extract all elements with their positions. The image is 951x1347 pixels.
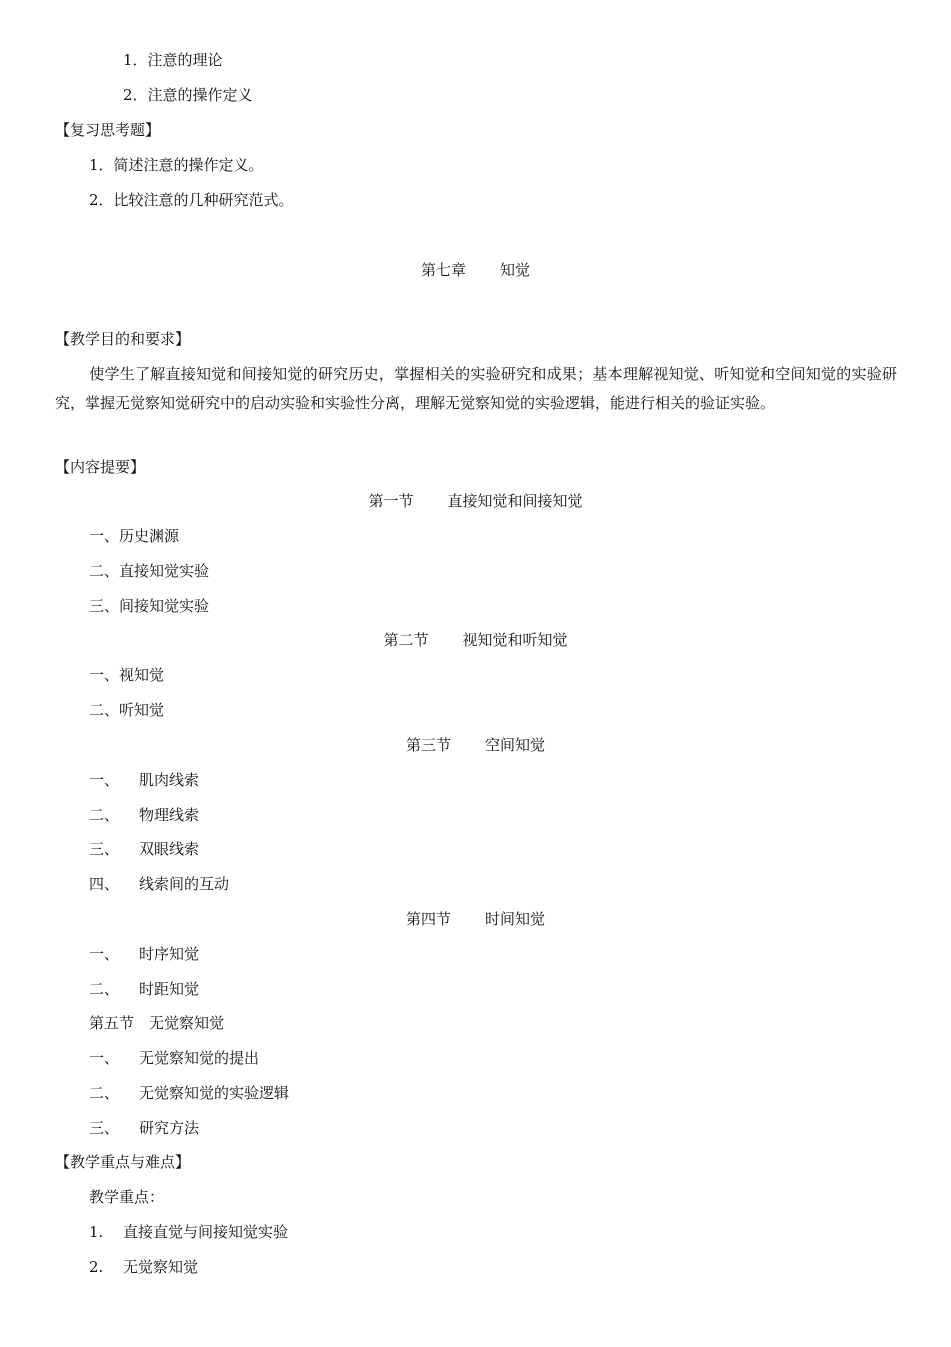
list-item: 一、 肌肉线索 (89, 771, 200, 789)
list-item: 三、间接知觉实验 (89, 597, 210, 615)
list-item: 2．注意的操作定义 (123, 86, 253, 104)
section-title: 第五节 无觉察知觉 (89, 1014, 225, 1032)
list-item: 二、 无觉察知觉的实验逻辑 (89, 1084, 290, 1102)
objectives-paragraph (55, 360, 897, 418)
list-item: 二、听知觉 (89, 701, 165, 719)
section-title: 第四节 时间知觉 (405, 910, 546, 928)
section-title: 第三节 空间知觉 (405, 736, 546, 754)
list-item: 1．注意的理论 (123, 51, 223, 69)
chapter-title (0, 260, 951, 280)
list-item: 1. 直接直觉与间接知觉实验 (89, 1223, 289, 1241)
list-item: 二、 时距知觉 (89, 980, 200, 998)
list-item: 一、 时序知觉 (89, 945, 200, 963)
section-title: 第二节 视知觉和听知觉 (383, 631, 568, 649)
list-item: 三、 双眼线索 (89, 840, 200, 858)
objectives-text: 使学生了解直接知觉和间接知觉的研究历史，掌握相关的实验研究和成果；基本理解视知觉、听知觉和空间知觉的实验研究，掌握无觉察知觉研究中的启动实验和实验性分离，理解无觉察知觉的实验逻辑，能进行相关的验证实验。 (55, 365, 897, 412)
list-item: 二、直接知觉实验 (89, 562, 210, 580)
section-heading-objectives: 【教学目的和要求】 (55, 330, 191, 348)
section-heading-review: 【复习思考题】 (55, 121, 161, 139)
chapter-name: 知觉 (500, 261, 531, 279)
list-item: 一、 无觉察知觉的提出 (89, 1049, 260, 1067)
list-item: 一、视知觉 (89, 666, 165, 684)
list-item: 2．比较注意的几种研究范式。 (89, 191, 294, 209)
list-item: 二、 物理线索 (89, 806, 200, 824)
list-item: 一、历史渊源 (89, 527, 180, 545)
key-points-subheading: 教学重点： (89, 1188, 165, 1206)
list-item: 2. 无觉察知觉 (89, 1258, 199, 1276)
section-title: 第一节 直接知觉和间接知觉 (368, 492, 583, 510)
list-item: 三、 研究方法 (89, 1119, 200, 1137)
list-item: 1．简述注意的操作定义。 (89, 156, 264, 174)
section-heading-key-points: 【教学重点与难点】 (55, 1153, 191, 1171)
section-heading-contents: 【内容提要】 (55, 458, 146, 476)
chapter-number: 第七章 (420, 261, 466, 279)
list-item: 四、 线索间的互动 (89, 875, 230, 893)
